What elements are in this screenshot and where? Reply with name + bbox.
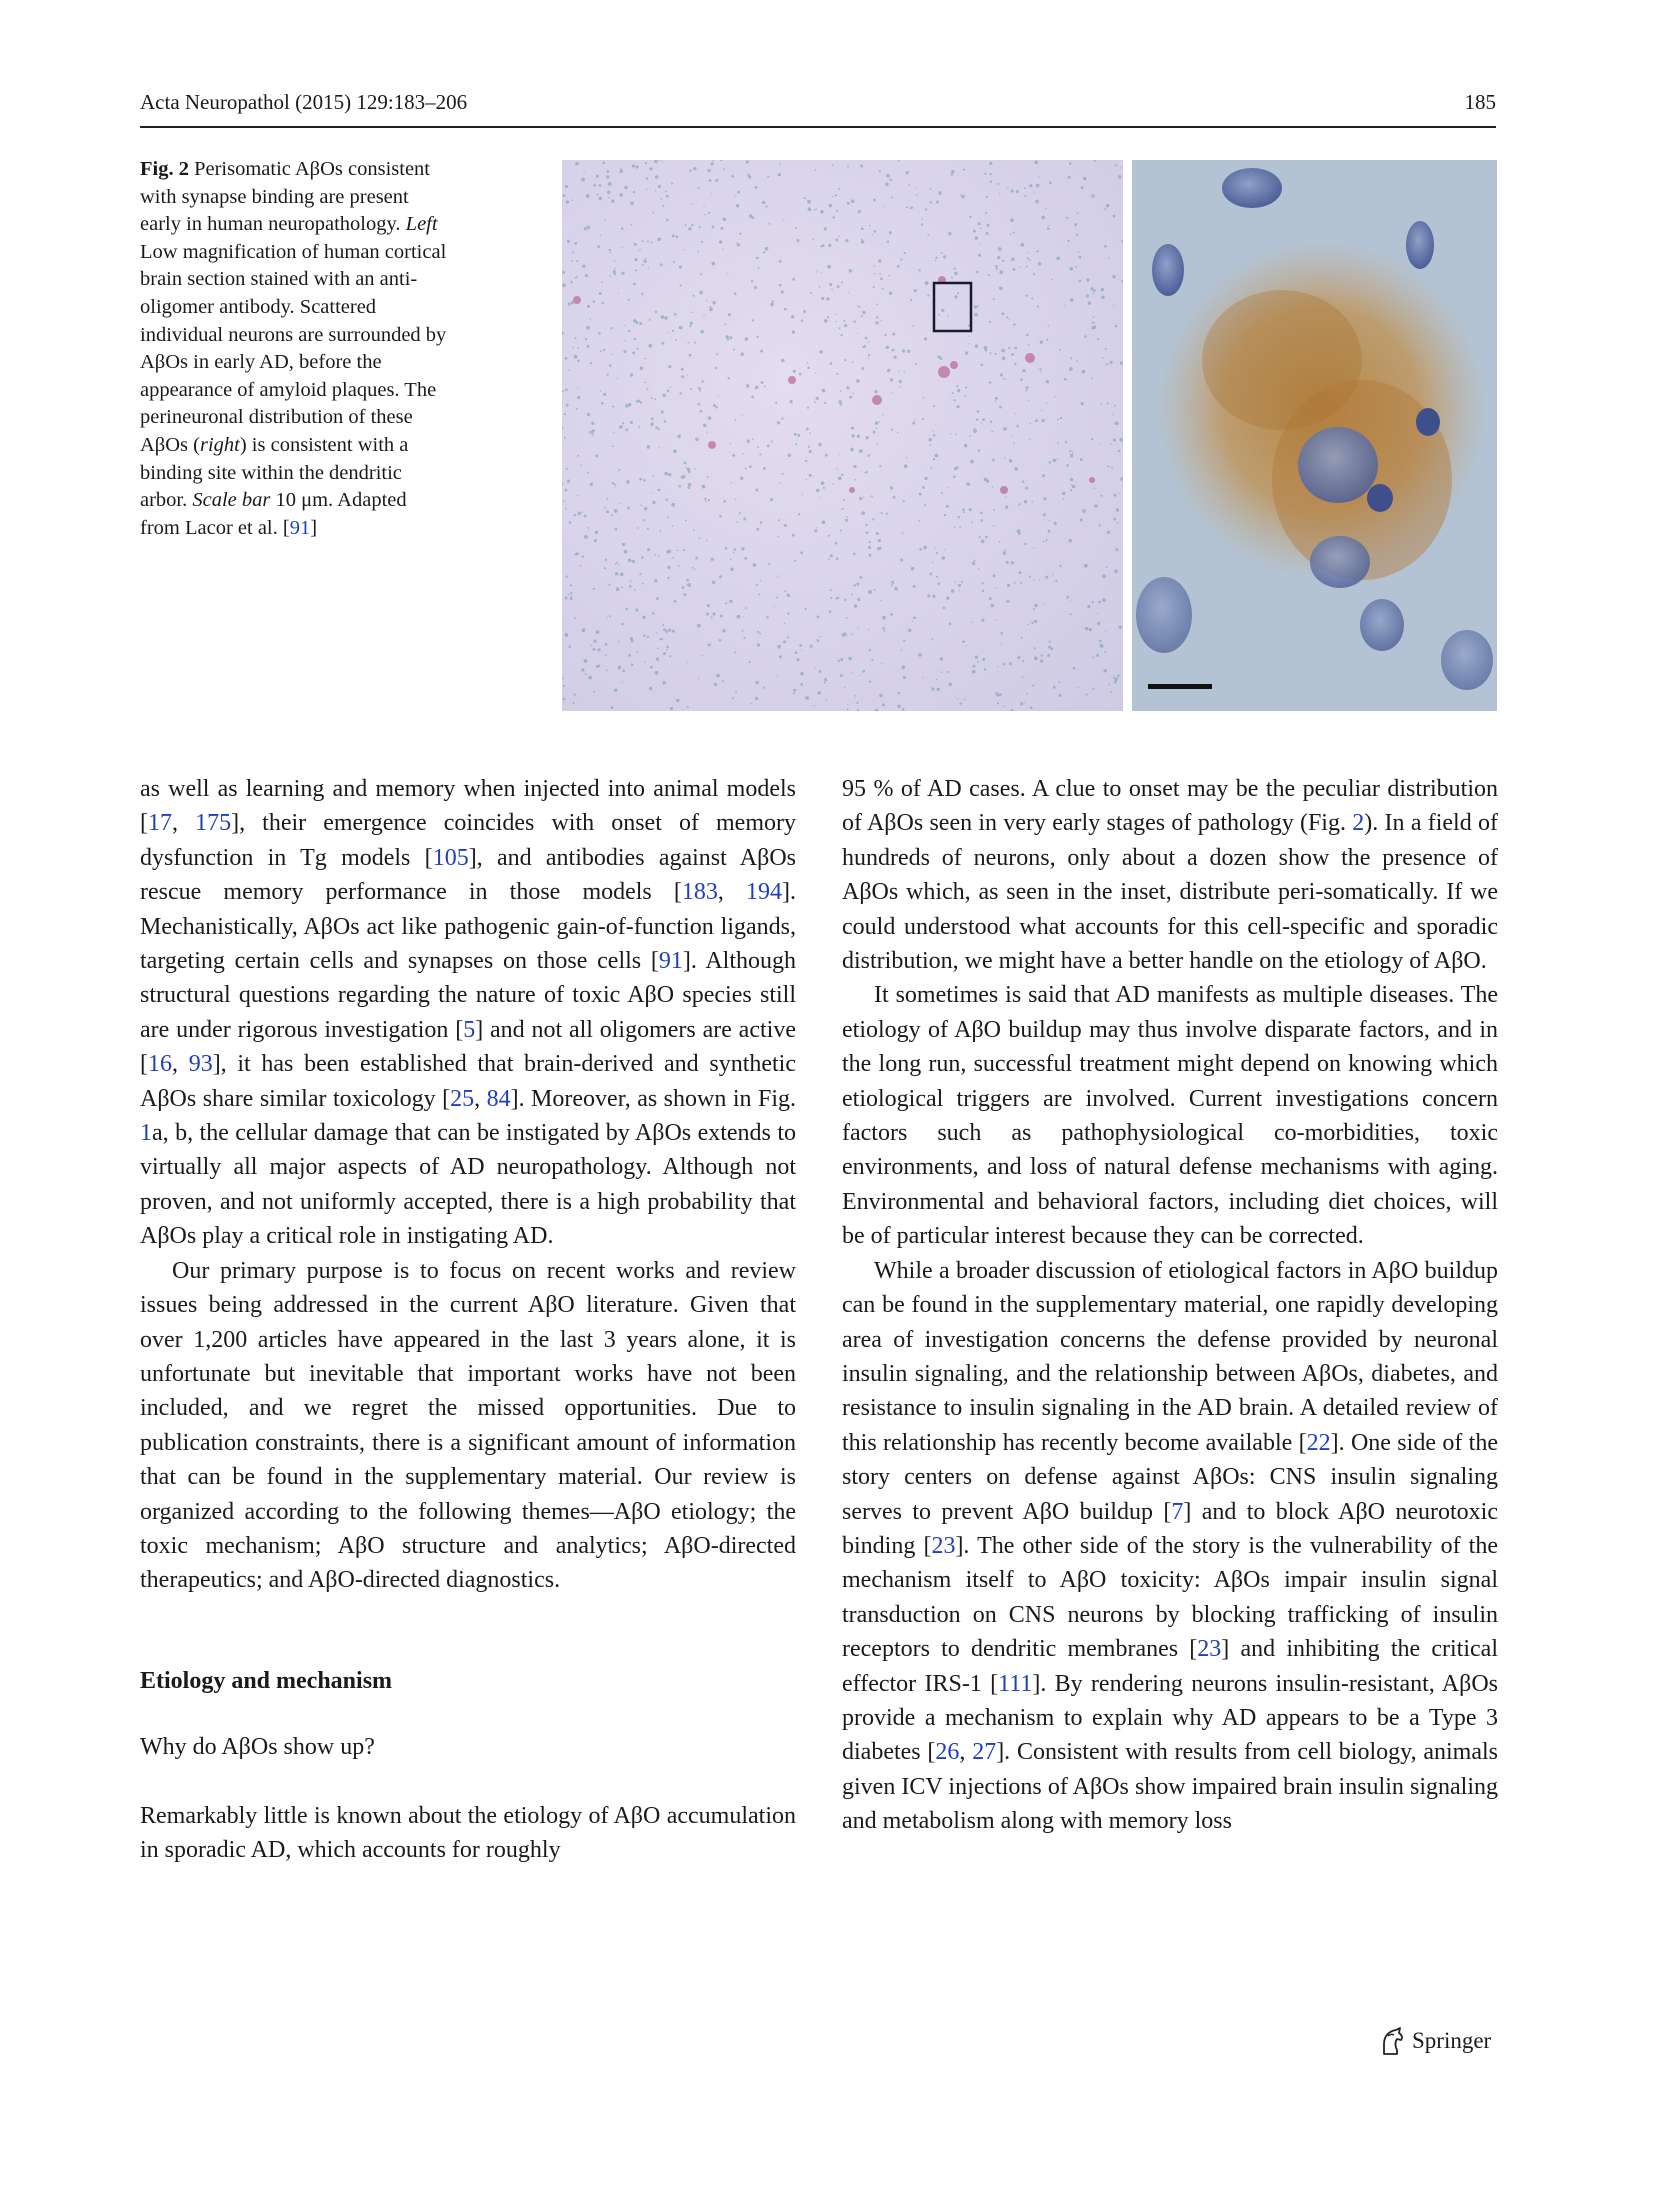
- caption-italic-left: Left: [405, 213, 438, 236]
- body-paragraph: 95 % of AD cases. A clue to onset may be the peculiar distribution of AβOs seen in very early stages of pathology (Fig. 2). In a field of hundreds of neurons, only about a dozen show the presence of AβOs which, as seen in the inset, distribute peri-somatically. If we could understood what accounts for this cell-specific and sporadic distribution, we might have a better handle on the etiology of AβO.: [842, 776, 1498, 975]
- micrograph-low-magnification: [562, 160, 1123, 711]
- micrograph-high-magnification: [1132, 160, 1497, 711]
- citation-link[interactable]: 84: [486, 1085, 511, 1112]
- abeta-perisomatic-stain: [1202, 290, 1362, 430]
- cell-nucleus: [1360, 599, 1404, 651]
- body-paragraph: While a broader discussion of etiological factors in AβO buildup can be found in the supplementary material, one rapidly developing area of investigation concerns the defense provided by neuronal insulin signaling, and the relationship between AβOs, diabetes, and resistance to insulin signaling in the AD brain. A detailed review of this relationship has recently become available [22]. One side of the story centers on defense against AβOs: CNS insulin signaling serves to prevent AβO buildup [7] and to block AβO neurotoxic binding [23]. The other side of the story is the vulnerability of the mechanism itself to AβO toxicity: AβOs impair insulin signal transduction on CNS neurons by blocking trafficking of insulin receptors to dendritic membranes [23] and inhibiting the critical effector IRS-1 [111]. By rendering neurons insulin-resistant, AβOs provide a mechanism to explain why AD appears to be a Type 3 diabetes [26, 27]. Consistent with results from cell biology, animals given ICV injections of AβOs show impaired brain insulin signaling and metabolism along with memory loss: [842, 1257, 1499, 1835]
- citation-link[interactable]: 22: [1306, 1429, 1331, 1456]
- micrograph-high-mag-svg: [1132, 160, 1497, 711]
- body-paragraph: as well as learning and memory when injected into animal models [17, 175], their emergence coincides with onset of memory dysfunction in Tg models [105], and antibodies against AβOs rescue memory performance in those models [183, 194]. Mechanistically, AβOs act like pathogenic gain-of-function ligands, targeting certain cells and synapses on those cells [91]. Although structural questions regarding the nature of toxic AβO species still are under rigorous investigation [5] and not all oligomers are active [16, 93], it has been established that brain-derived and synthetic AβOs share similar toxicology [25, 84]. Moreover, as shown in Fig. 1a, b, the cellular damage that can be instigated by AβOs extends to virtually all major aspects of AD neuropathology. Although not proven, and not uniformly accepted, there is a high probability that AβOs play a critical role in instigating AD.: [140, 776, 797, 1250]
- stained-neuron: [872, 395, 882, 405]
- cell-nucleus: [1298, 427, 1378, 503]
- figure-link[interactable]: 2: [1352, 810, 1365, 837]
- cell-nucleus: [1136, 577, 1192, 653]
- running-header: [140, 86, 1496, 128]
- citation-link[interactable]: 91: [289, 516, 311, 539]
- publisher-logo: [1376, 2024, 1496, 2060]
- citation-link[interactable]: 93: [188, 1051, 213, 1078]
- stained-neuron: [573, 296, 581, 304]
- citation-link[interactable]: 27: [972, 1739, 997, 1766]
- micrograph-low-mag-svg: [562, 160, 1123, 711]
- citation-link[interactable]: 16: [148, 1051, 172, 1078]
- citation-link[interactable]: 91: [658, 948, 683, 975]
- cell-nucleus: [1416, 408, 1440, 436]
- citation-link[interactable]: 5: [463, 1016, 476, 1043]
- citation-link[interactable]: 183: [681, 879, 718, 906]
- citation-link[interactable]: 7: [1171, 1498, 1184, 1525]
- caption-text: Low magnification of human cortical brain section stained with an anti-oligomer antibody. Scattered individual neurons are surrounded by AβOs in early AD, before the appearance of amyloid plaques. The perineuronal distribution of these AβOs (: [140, 240, 447, 456]
- caption-text: 10 μm. Adapted from Lacor et al. [: [140, 489, 407, 539]
- figure-link[interactable]: 1: [140, 1120, 152, 1147]
- cell-nucleus: [1310, 536, 1370, 588]
- caption-italic-right: right: [199, 433, 240, 456]
- scale-bar: [1148, 684, 1212, 689]
- subsection-heading: Why do AβOs show up?: [140, 1734, 375, 1761]
- cell-nucleus: [1152, 244, 1184, 296]
- right-text-column: [842, 772, 1498, 1839]
- cell-nucleus: [1367, 484, 1393, 512]
- caption-text: ]: [310, 516, 318, 539]
- caption-text: ) is consistent with a binding site within the dendritic arbor.: [140, 433, 409, 512]
- citation-link[interactable]: 23: [1197, 1636, 1222, 1663]
- caption-text: Perisomatic AβOs consistent with synapse binding are present early in human neuropathology.: [140, 158, 431, 236]
- stained-neuron: [788, 376, 796, 384]
- figure-label: Fig. 2: [140, 158, 189, 180]
- page-number: 185: [1464, 90, 1496, 114]
- citation-link[interactable]: 105: [432, 844, 469, 871]
- springer-horse-icon: [1376, 2026, 1406, 2058]
- body-paragraph: It sometimes is said that AD manifests as multiple diseases. The etiology of AβO buildup may thus involve disparate factors, and in the long run, successful treatment might depend on knowing which etiological triggers are involved. Current investigations concern factors such as pathophysiological co-morbidities, toxic environments, and loss of natural defense mechanisms with aging. Environmental and behavioral factors, including diet choices, will be of particular interest because they can be corrected.: [842, 982, 1498, 1250]
- citation-link[interactable]: 26: [935, 1739, 960, 1766]
- left-text-column: [140, 772, 796, 1867]
- citation-link[interactable]: 175: [195, 810, 232, 837]
- inset-box: [934, 283, 971, 331]
- cell-nucleus: [1406, 221, 1434, 269]
- publisher-name: Springer: [1412, 2028, 1492, 2053]
- citation-link[interactable]: 25: [450, 1085, 475, 1112]
- stained-neuron: [708, 441, 716, 449]
- body-paragraph: Remarkably little is known about the etiology of AβO accumulation in sporadic AD, which accounts for roughly: [140, 1802, 796, 1863]
- stained-neuron: [1000, 486, 1008, 494]
- cell-nucleus: [1222, 168, 1282, 208]
- stained-neuron: [938, 366, 950, 378]
- stained-neuron: [950, 361, 958, 369]
- figure-caption: [140, 156, 448, 542]
- journal-citation: Acta Neuropathol (2015) 129:183–206: [140, 90, 468, 114]
- citation-link[interactable]: 17: [148, 810, 172, 837]
- stained-neuron: [849, 487, 855, 493]
- citation-link[interactable]: 111: [998, 1670, 1033, 1697]
- caption-italic-scale: Scale bar: [192, 489, 271, 512]
- citation-link[interactable]: 23: [931, 1532, 956, 1559]
- cell-nucleus: [1441, 630, 1493, 690]
- body-paragraph: Our primary purpose is to focus on recent works and review issues being addressed in the current AβO literature. Given that over 1,200 articles have appeared in the last 3 years alone, it is unfortunate but inevitable that important works have not been included, and we regret the missed opportunities. Due to publication constraints, there is a significant amount of information that can be found in the supplementary material. Our review is organized according to the following themes—AβO etiology; the toxic mechanism; AβO structure and analytics; AβO-directed therapeutics; and AβO-directed diagnostics.: [140, 1257, 796, 1594]
- stained-neuron: [1089, 477, 1095, 483]
- citation-link[interactable]: 194: [746, 879, 783, 906]
- section-heading: Etiology and mechanism: [140, 1667, 393, 1694]
- stained-neuron: [1025, 353, 1035, 363]
